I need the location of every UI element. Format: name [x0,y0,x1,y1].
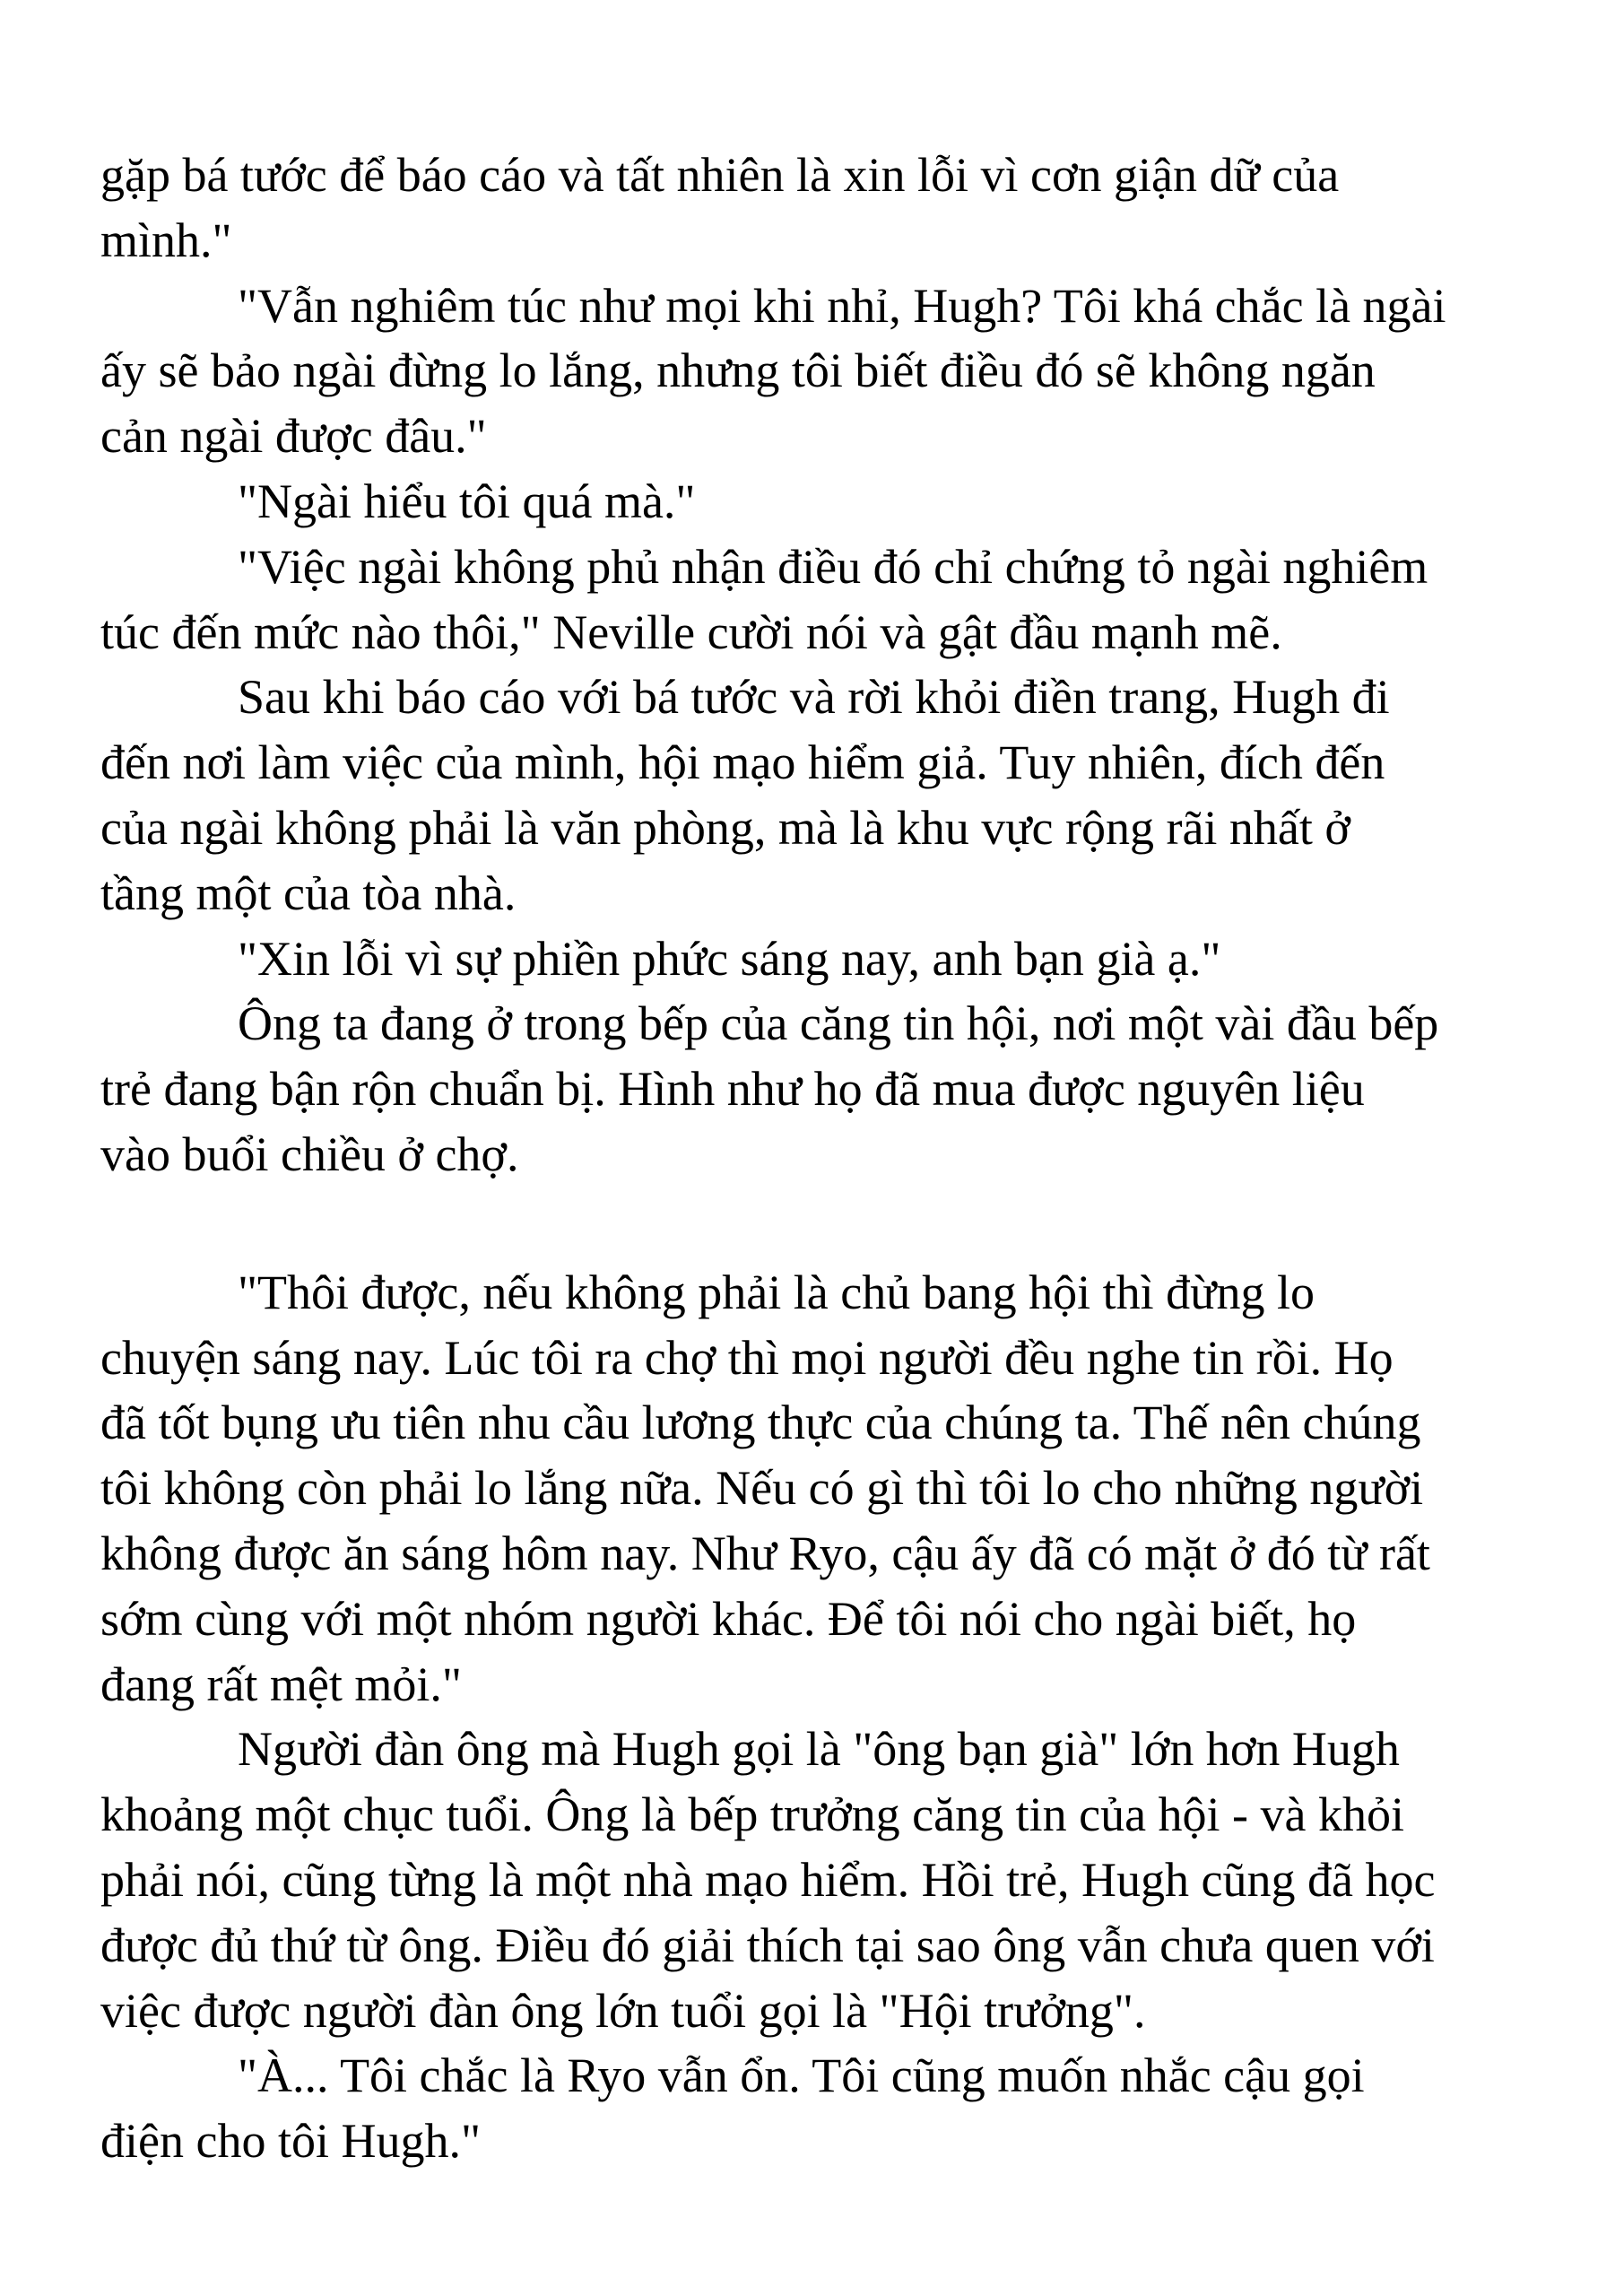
text-line: Người đàn ông mà Hugh gọi là "ông bạn già" lớn hơn Hugh [238,1722,1400,1777]
text-line: trẻ đang bận rộn chuẩn bị. Hình như họ đã mua được nguyên liệu [100,1062,1365,1117]
text-line: đã tốt bụng ưu tiên nhu cầu lương thực của chúng ta. Thế nên chúng [100,1396,1421,1450]
text-line: "Thôi được, nếu không phải là chủ bang hội thì đừng lo [238,1265,1315,1319]
text-line: "Xin lỗi vì sự phiền phức sáng nay, anh bạn già ạ." [238,931,1221,986]
text-line: chuyện sáng nay. Lúc tôi ra chợ thì mọi người đều nghe tin rồi. Họ [100,1330,1394,1385]
text-line: đến nơi làm việc của mình, hội mạo hiểm giả. Tuy nhiên, đích đến [100,735,1385,790]
text-line: túc đến mức nào thôi," Neville cười nói và gật đầu mạnh mẽ. [100,604,1282,659]
text-line: sớm cùng với một nhóm người khác. Để tôi nói cho ngài biết, họ [100,1591,1357,1646]
text-section-2 [100,1260,1553,2174]
text-line: khoảng một chục tuổi. Ông là bếp trưởng căng tin của hội - và khỏi [100,1787,1404,1842]
text-line: được đủ thứ từ ông. Điều đó giải thích tại sao ông vẫn chưa quen với [100,1918,1435,1972]
text-line: Sau khi báo cáo với bá tước và rời khỏi điền trang, Hugh đi [238,670,1390,725]
text-line: vào buổi chiều ở chợ. [100,1126,519,1181]
text-line: cản ngài được đâu." [100,409,487,464]
text-line: không được ăn sáng hôm nay. Như Ryo, cậu ấy đã có mặt ở đó từ rất [100,1526,1430,1580]
section-break [100,1187,1553,1260]
text-line: ấy sẽ bảo ngài đừng lo lắng, nhưng tôi biết điều đó sẽ không ngăn [100,344,1376,398]
text-line: mình." [100,213,232,267]
text-line: gặp bá tước để báo cáo và tất nhiên là xin lỗi vì cơn giận dữ của [100,148,1340,202]
text-line: tôi không còn phải lo lắng nữa. Nếu có gì thì tôi lo cho những người [100,1461,1424,1516]
text-line: "Việc ngài không phủ nhận điều đó chỉ chứng tỏ ngài nghiêm [238,539,1428,594]
text-section-1 [100,143,1553,1187]
text-line: Ông ta đang ở trong bếp của căng tin hội, nơi một vài đầu bếp [238,996,1439,1051]
text-line: việc được người đàn ông lớn tuổi gọi là "Hội trưởng". [100,1983,1146,2038]
text-line: "À... Tôi chắc là Ryo vẫn ổn. Tôi cũng muốn nhắc cậu gọi [238,2048,1365,2103]
text-line: phải nói, cũng từng là một nhà mạo hiểm. Hồi trẻ, Hugh cũng đã học [100,1852,1436,1907]
text-line: "Vẫn nghiêm túc như mọi khi nhỉ, Hugh? Tôi khá chắc là ngài [238,278,1446,333]
text-line: tầng một của tòa nhà. [100,865,517,920]
text-line: điện cho tôi Hugh." [100,2114,481,2169]
document-page [100,143,1553,2174]
text-line: của ngài không phải là văn phòng, mà là khu vực rộng rãi nhất ở [100,800,1350,855]
text-line: "Ngài hiểu tôi quá mà." [238,474,696,528]
text-line: đang rất mệt mỏi." [100,1657,462,1711]
